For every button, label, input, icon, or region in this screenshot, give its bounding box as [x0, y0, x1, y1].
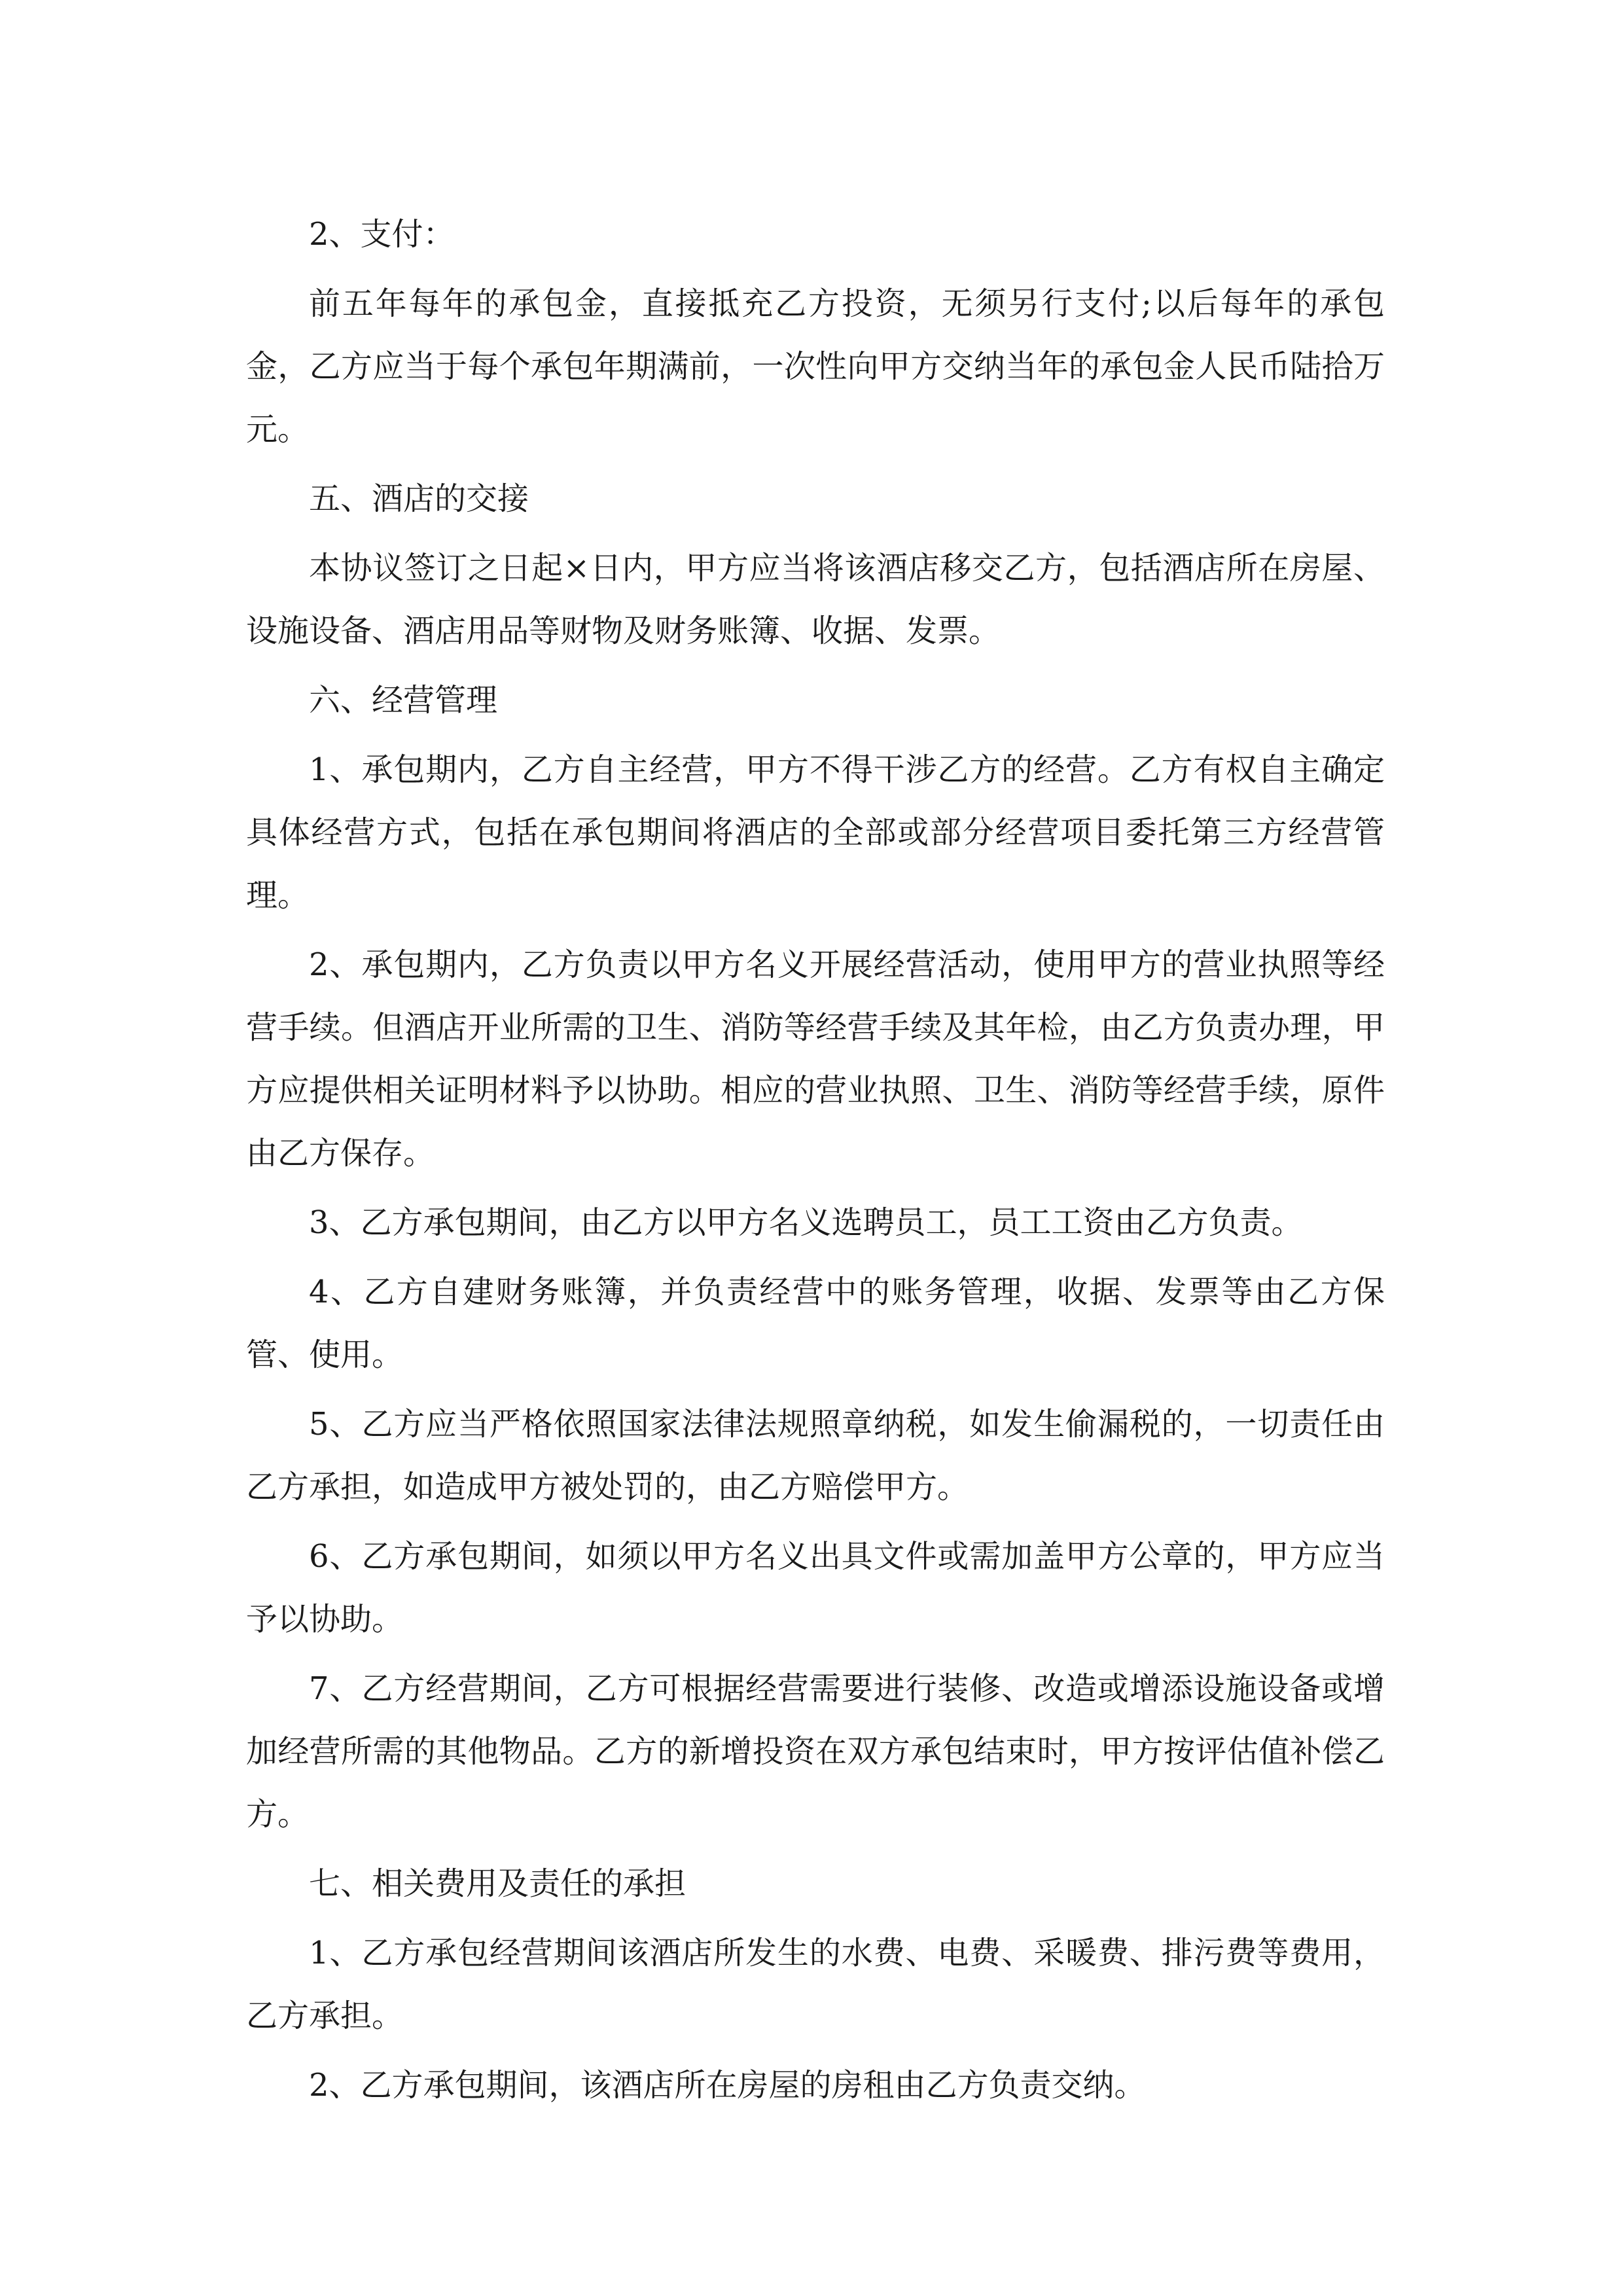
handover-paragraph: 本协议签订之日起×日内，甲方应当将该酒店移交乙方，包括酒店所在房屋、设施设备、酒店用品等财物及财务账簿、收据、发票。: [246, 550, 1385, 649]
costs-clause-1: 1、乙方承包经营期间该酒店所发生的水费、电费、采暖费、排污费等费用，乙方承担。: [246, 1935, 1385, 2034]
document-body: [246, 203, 1385, 2123]
management-clause-1: 1、承包期内，乙方自主经营，甲方不得干涉乙方的经营。乙方有权自主确定具体经营方式，包括在承包期间将酒店的全部或部分经营项目委托第三方经营管理。: [246, 751, 1385, 914]
section-heading-costs: 七、相关费用及责任的承担: [309, 1865, 687, 1902]
section-heading-handover: 五、酒店的交接: [309, 480, 529, 517]
payment-paragraph: 前五年每年的承包金，直接抵充乙方投资，无须另行支付;以后每年的承包金，乙方应当于每个承包年期满前，一次性向甲方交纳当年的承包金人民币陆拾万元。: [246, 285, 1385, 448]
management-clause-6: 6、乙方承包期间，如须以甲方名义出具文件或需加盖甲方公章的，甲方应当予以协助。: [246, 1538, 1385, 1638]
section-heading-management: 六、经营管理: [309, 682, 498, 719]
management-clause-2: 2、承包期内，乙方负责以甲方名义开展经营活动，使用甲方的营业执照等经营手续。但酒店开业所需的卫生、消防等经营手续及其年检，由乙方负责办理，甲方应提供相关证明材料予以协助。相应的营业执照、卫生、消防等经营手续，原件由乙方保存。: [246, 946, 1385, 1172]
management-clause-7: 7、乙方经营期间，乙方可根据经营需要进行装修、改造或增添设施设备或增加经营所需的其他物品。乙方的新增投资在双方承包结束时，甲方按评估值补偿乙方。: [246, 1670, 1385, 1833]
management-clause-4: 4、乙方自建财务账簿，并负责经营中的账务管理，收据、发票等由乙方保管、使用。: [246, 1274, 1385, 1373]
costs-clause-2: 2、乙方承包期间，该酒店所在房屋的房租由乙方负责交纳。: [309, 2067, 1146, 2104]
management-clause-5: 5、乙方应当严格依照国家法律法规照章纳税，如发生偷漏税的，一切责任由乙方承担，如造成甲方被处罚的，由乙方赔偿甲方。: [246, 1406, 1385, 1505]
management-clause-3: 3、乙方承包期间，由乙方以甲方名义选聘员工，员工工资由乙方负责。: [309, 1204, 1303, 1241]
payment-heading: 2、支付：: [309, 216, 455, 253]
